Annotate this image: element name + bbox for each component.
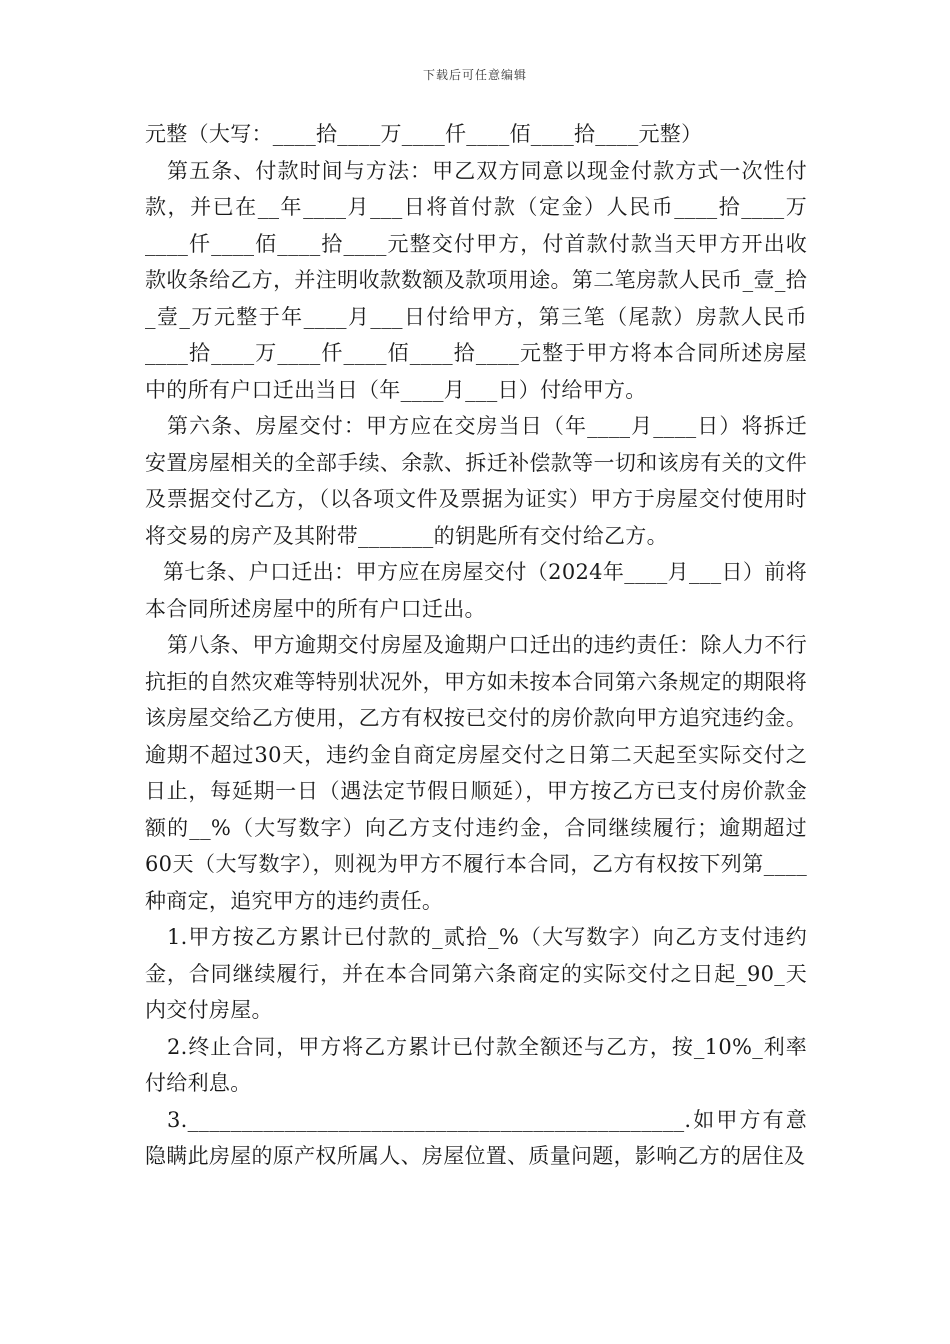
paragraph-article-7: 第七条、户口迁出：甲方应在房屋交付（2024年____月___日）前将本合同所述房屋中的所有户口迁出。 bbox=[145, 560, 807, 621]
contract-body bbox=[145, 116, 807, 1175]
paragraph-clause-2: 2.终止合同，甲方将乙方累计已付款全额还与乙方，按_10%_利率付给利息。 bbox=[145, 1034, 807, 1095]
paragraph-clause-1: 1.甲方按乙方累计已付款的_贰拾_%（大写数字）向乙方支付违约金，合同继续履行，并在本合同第六条商定的实际交付之日起_90_天内交付房屋。 bbox=[145, 925, 807, 1022]
paragraph-clause-3: 3.______________________________________________.如甲方有意隐瞒此房屋的原产权所属人、房屋位置、质量问题，影响乙方的居住及 bbox=[145, 1107, 807, 1168]
paragraph-article-8: 第八条、甲方逾期交付房屋及逾期户口迁出的违约责任：除人力不行抗拒的自然灾难等特别状况外，甲方如未按本合同第六条规定的期限将该房屋交给乙方使用，乙方有权按已交付的房价款向甲方追究违约金。逾期不超过30天，违约金自商定房屋交付之日第二天起至实际交付之日止，每延期一日（遇法定节假日顺延），甲方按乙方已支付房价款金额的__%（大写数字）向乙方支付违约金，合同继续履行；逾期超过60天（大写数字），则视为甲方不履行本合同，乙方有权按下列第____种商定，追究甲方的违约责任。 bbox=[145, 633, 807, 913]
paragraph-article-5: 第五条、付款时间与方法：甲乙双方同意以现金付款方式一次性付款，并已在__年____月___日将首付款（定金）人民币____拾____万____仟____佰____拾____元整交付甲方，付首款付款当天甲方开出收款收条给乙方，并注明收款数额及款项用途。第二笔房款人民币_壹_拾_壹_万元整于年____月___日付给甲方，第三笔（尾款）房款人民币____拾____万____仟____佰____拾____元整于甲方将本合同所述房屋中的所有户口迁出当日（年____月___日）付给甲方。 bbox=[145, 158, 807, 402]
paragraph-amount-continuation: 元整（大写：____拾____万____仟____佰____拾____元整） bbox=[145, 122, 703, 146]
paragraph-article-6: 第六条、房屋交付：甲方应在交房当日（年____月____日）将拆迁安置房屋相关的全部手续、余款、拆迁补偿款等一切和该房有关的文件及票据交付乙方，（以各项文件及票据为证实）甲方于房屋交付使用时将交易的房产及其附带_______的钥匙所有交付给乙方。 bbox=[145, 414, 807, 548]
page-header: 下载后可任意编辑 bbox=[422, 68, 527, 82]
